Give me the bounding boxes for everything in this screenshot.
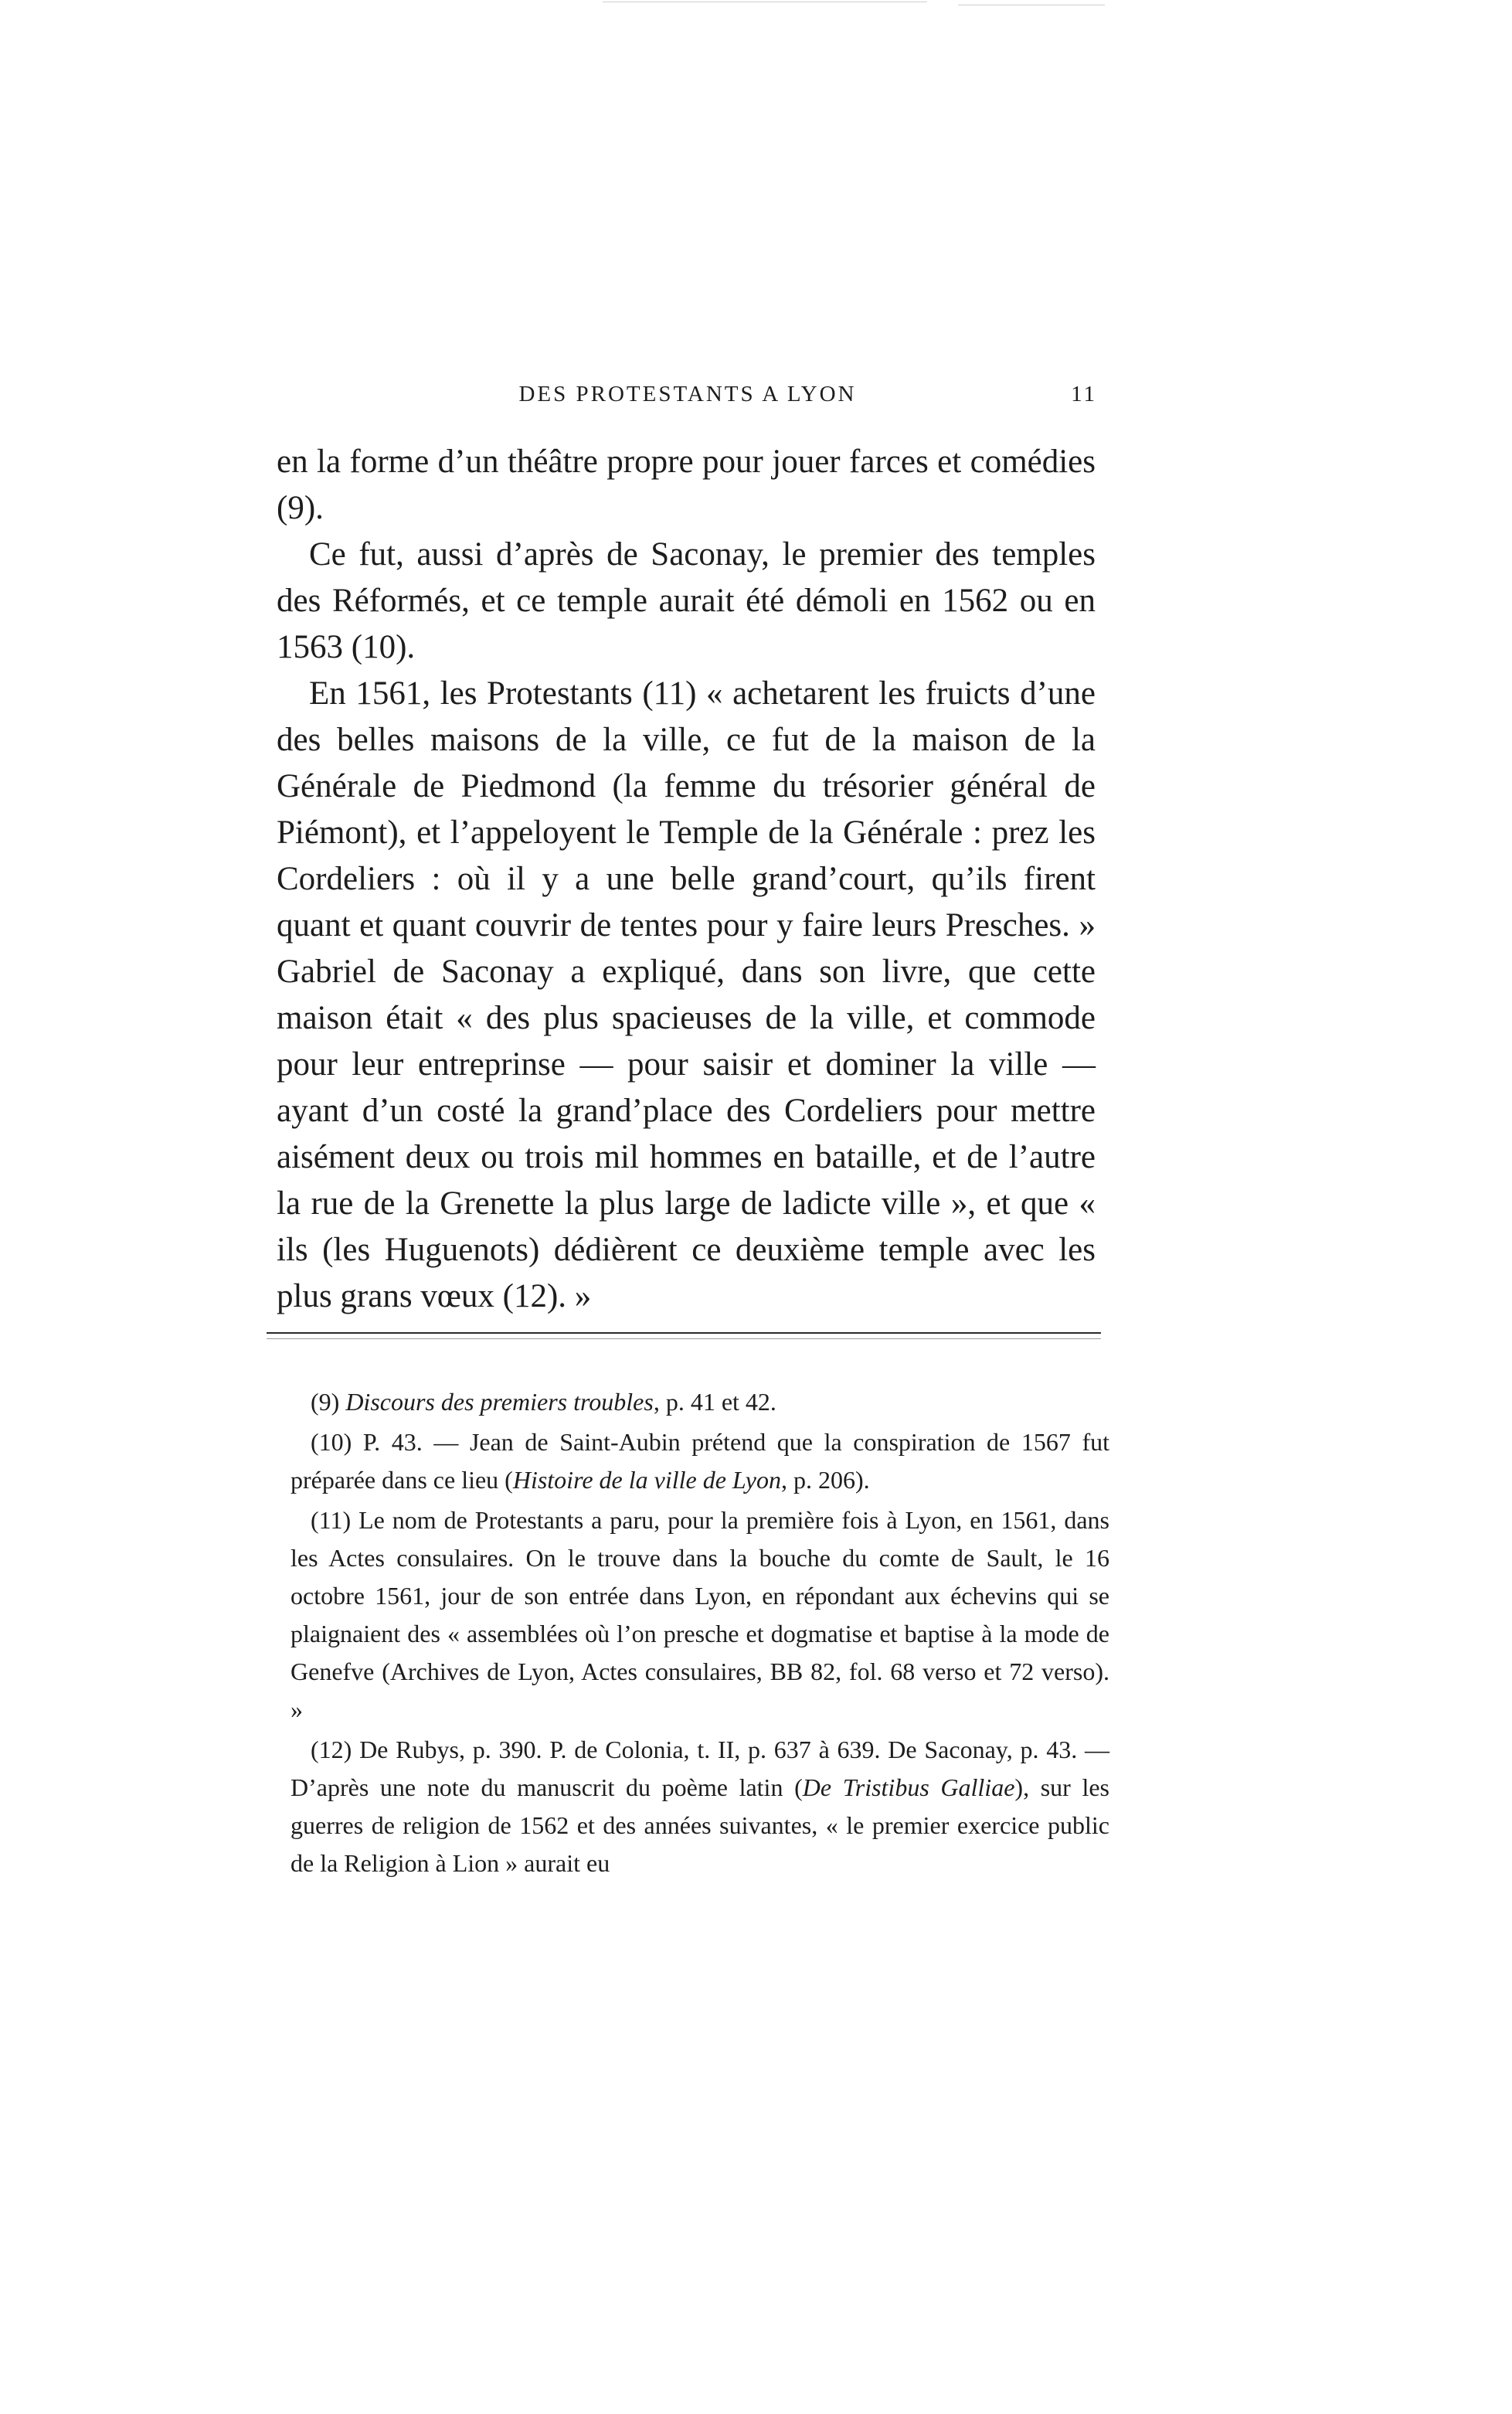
footnote-title: Histoire de la ville de Lyon (512, 1466, 781, 1494)
footnote-text: (10) P. 43. — Jean de Saint-Aubin prétend que la conspiration de 1567 fut préparée dans ce lieu ( (291, 1428, 1109, 1494)
footnote-divider (267, 1332, 1101, 1334)
footnote-12 (291, 1731, 1109, 1882)
footnote-9 (291, 1383, 1109, 1421)
footnote-text: ), sur les guerres de religion de 1562 et des années suivantes, « le premier exercice public de la Religion à Lion » aurait eu (291, 1773, 1110, 1877)
page-number: 11 (1071, 382, 1097, 406)
paragraph: Ce fut, aussi d’après de Saconay, le premier des temples des Réformés, et ce temple aurait été démoli en 1562 ou en 1563 (10). (277, 536, 1096, 665)
paragraph: En 1561, les Protestants (11) « achetarent les fruicts d’une des belles maisons de la ville, ce fut de la maison de la Générale de Piedmond (la femme du trésorier général de Piémont), et l’appeloyent le Temple de la Générale : prez les Cordeliers : où il y a une belle grand’court, qu’ils firent quant et quant couvrir de tentes pour y faire leurs Presches. » Gabriel de Saconay a expliqué, dans son livre, que cette maison était « des plus spacieuses de la ville, et commode pour leur entreprinse — pour saisir et dominer la ville — ayant d’un costé la grand’place des Cordeliers pour mettre aisément deux ou trois mil hommes en bataille, et de l’autre la rue de la Grenette la plus large de ladicte ville », et que « ils (les Huguenots) dédièrent ce deuxième temple avec les plus grans vœux (12). » (277, 675, 1096, 1314)
footnote-10 (291, 1423, 1109, 1499)
footnote-divider-shadow (267, 1338, 1101, 1339)
paragraph: en la forme d’un théâtre propre pour jouer farces et comédies (9). (277, 444, 1096, 526)
main-text (277, 439, 1096, 1320)
running-title: DES PROTESTANTS A LYON (518, 382, 857, 406)
footnote-text: , p. 41 et 42. (653, 1388, 776, 1416)
footnotes (291, 1383, 1109, 1885)
footnote-title: Discours des premiers troubles (345, 1388, 654, 1416)
footnote-title: De Tristibus Galliae (802, 1773, 1015, 1801)
footnote-text: , p. 206). (780, 1466, 870, 1494)
footnote-text: (12) De Rubys, p. 390. P. de Colonia, t. II, p. 637 à 639. De Saconay, p. 43. — D’après une note du manuscrit du poème latin ( (291, 1736, 1109, 1801)
footnote-number: (9) (311, 1388, 340, 1416)
running-head (278, 377, 1097, 416)
footnote-11: (11) Le nom de Protestants a paru, pour la première fois à Lyon, en 1561, dans les Actes consulaires. On le trouve dans la bouche du comte de Sault, le 16 octobre 1561, jour de son entrée dans Lyon, en répondant aux échevins qui se plaignaient des « assemblées où l’on presche et dogmatise et baptise à la mode de Genefve (Archives de Lyon, Actes consulaires, BB 82, fol. 68 verso et 72 verso). » (291, 1506, 1109, 1723)
